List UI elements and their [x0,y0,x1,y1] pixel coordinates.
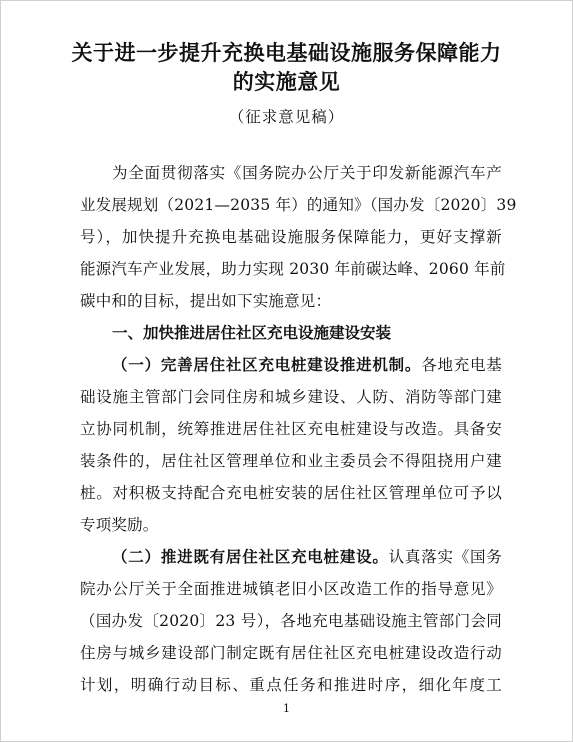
paragraph-line: 专项奖励。 [80,516,159,534]
item-lead: （一）完善居住社区充电桩建设推进机制。 [112,356,422,374]
intro-line: 号），加快提升充换电基础设施服务保障能力，更好支撑新 [80,228,502,246]
paragraph-line [112,547,502,567]
item-lead: （二）推进既有居住社区充电桩建设。 [112,548,389,566]
document-title-line-2: 的实施意见 [232,70,341,94]
intro-line: 为全面贯彻落实《国务院办公厅关于印发新能源汽车产 [112,164,502,182]
paragraph-line [112,355,502,375]
paragraph-line: 桩。对积极支持配合充电桩安装的居住社区管理单位可予以 [80,484,502,502]
document-title-line-1: 关于进一步提升充换电基础设施服务保障能力 [71,41,502,65]
item-text: 认真落实《国务 [388,548,502,566]
paragraph-line: 装条件的，居住社区管理单位和业主委员会不得阻挠用户建 [80,452,502,470]
intro-line: 业发展规划（2021—2035 年）的通知》（国办发〔2020〕39 [80,196,517,214]
intro-line: 能源汽车产业发展，助力实现 2030 年前碳达峰、2060 年前 [80,260,506,278]
paragraph-line: （国办发〔2020〕23 号），各地充电基础设施主管部门会同 [80,612,502,630]
intro-line: 碳中和的目标，提出如下实施意见： [80,292,332,310]
item-text: 各地充电基 [421,356,502,374]
section-heading: 一、加快推进居住社区充电设施建设安装 [112,324,392,342]
paragraph-line: 院办公厅关于全面推进城镇老旧小区改造工作的指导意见》 [80,580,502,598]
draft-notice: （征求意见稿） [228,108,345,126]
paragraph-line: 计划，明确行动目标、重点任务和推进时序，细化年度工 [80,676,502,694]
paragraph-line: 住房与城乡建设部门制定既有居住社区充电桩建设改造行动 [80,644,502,662]
page-number: 1 [283,702,290,715]
paragraph-line: 立协同机制，统筹推进居住社区充电桩建设与改造。具备安 [80,420,502,438]
paragraph-line: 础设施主管部门会同住房和城乡建设、人防、消防等部门建 [80,388,502,406]
